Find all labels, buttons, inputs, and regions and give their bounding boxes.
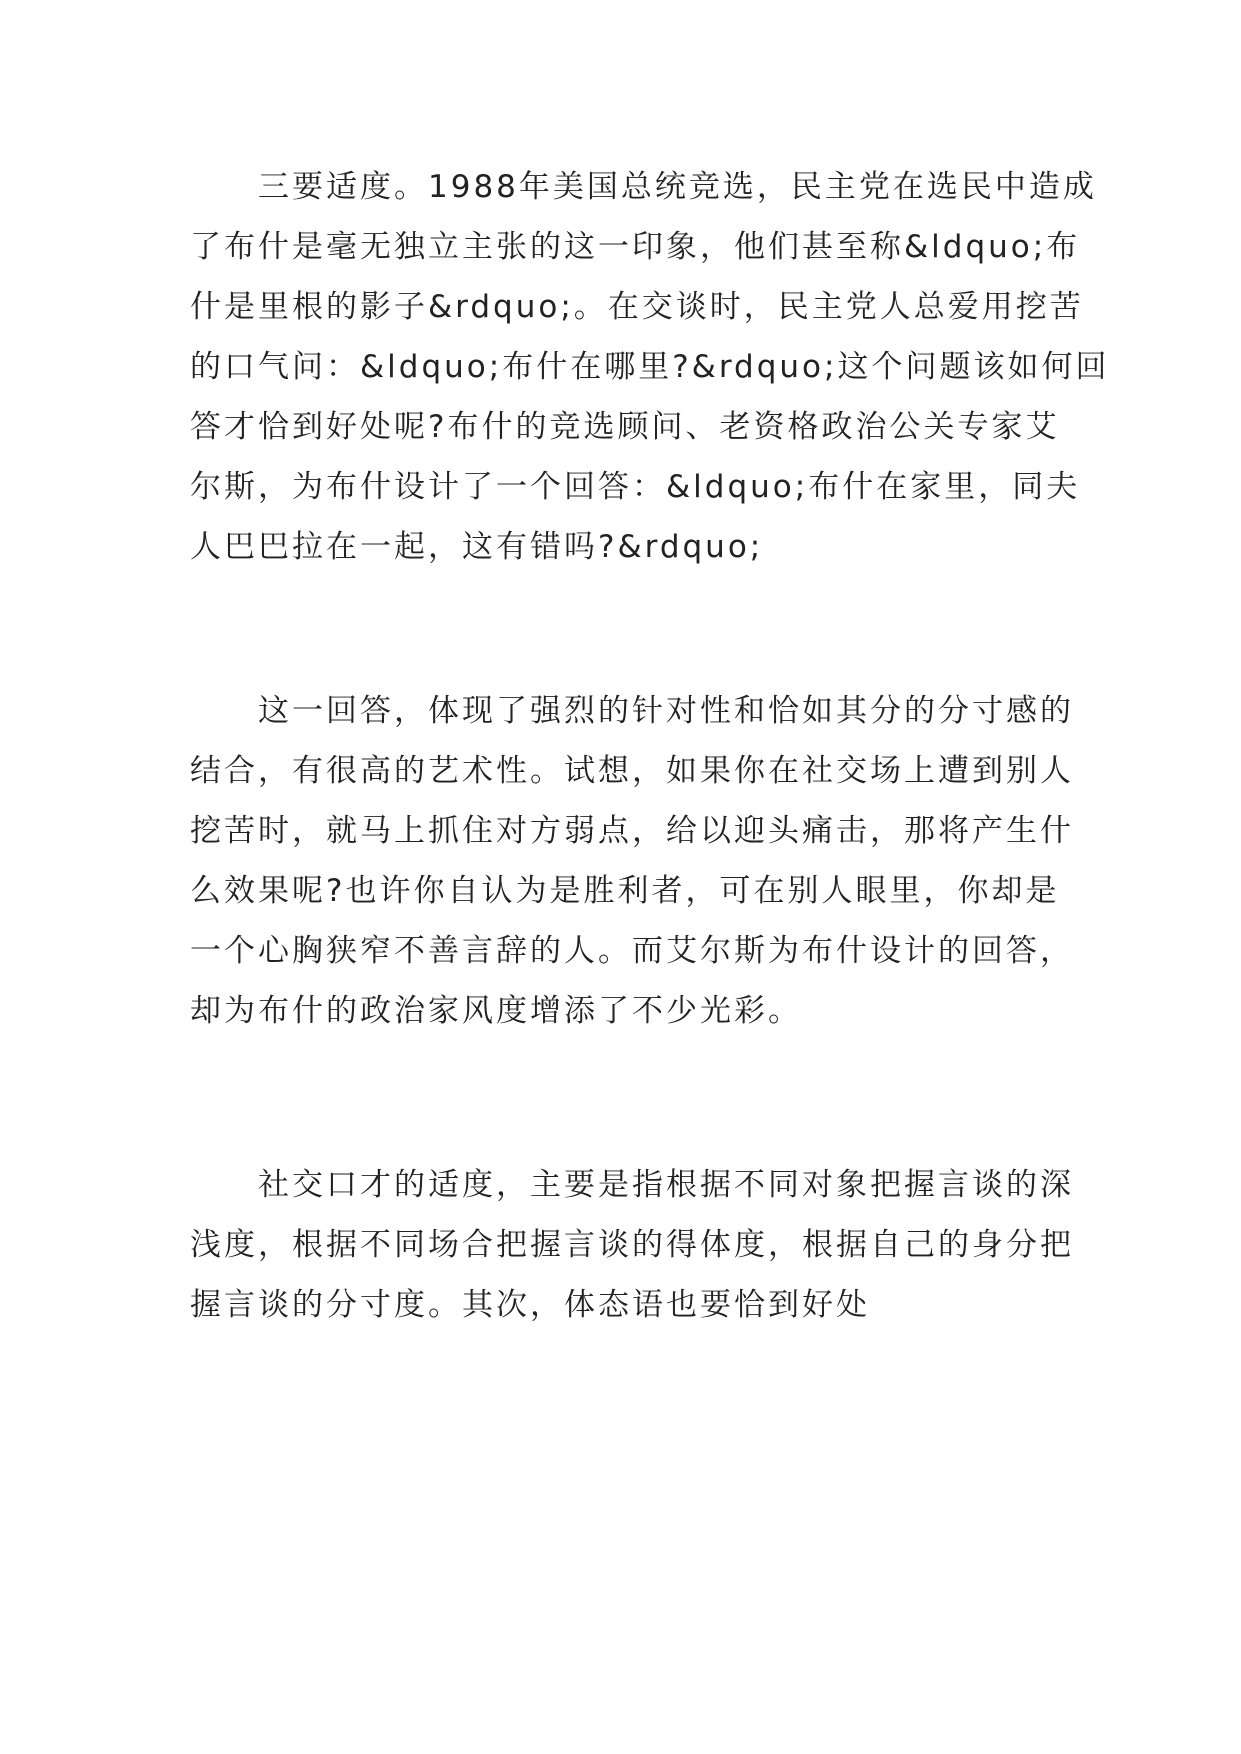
paragraph-line: 这一回答，体现了强烈的针对性和恰如其分的分寸感的	[190, 693, 1074, 729]
paragraph-line: 答才恰到好处呢?布什的竞选顾问、老资格政治公关专家艾	[190, 409, 1060, 445]
paragraph-line: 尔斯，为布什设计了一个回答：&ldquo;布什在家里，同夫	[190, 469, 1081, 505]
paragraph-3	[190, 1155, 1074, 1335]
paragraph-line: 么效果呢?也许你自认为是胜利者，可在别人眼里，你却是	[190, 873, 1060, 909]
paragraph-line: 浅度，根据不同场合把握言谈的得体度，根据自己的身分把	[190, 1227, 1074, 1263]
paragraph-line: 人巴巴拉在一起，这有错吗?&rdquo;	[190, 529, 764, 565]
paragraph-line: 却为布什的政治家风度增添了不少光彩。	[190, 993, 802, 1029]
paragraph-2	[190, 681, 1074, 1041]
paragraph-line: 握言谈的分寸度。其次，体态语也要恰到好处	[190, 1287, 870, 1323]
paragraph-line: 了布什是毫无独立主张的这一印象，他们甚至称&ldquo;布	[190, 229, 1081, 265]
paragraph-line: 一个心胸狭窄不善言辞的人。而艾尔斯为布什设计的回答，	[190, 933, 1074, 969]
paragraph-line: 挖苦时，就马上抓住对方弱点，给以迎头痛击，那将产生什	[190, 813, 1074, 849]
paragraph-line: 的口气问：&ldquo;布什在哪里?&rdquo;这个问题该如何回	[190, 349, 1110, 385]
paragraph-line: 社交口才的适度，主要是指根据不同对象把握言谈的深	[190, 1167, 1074, 1203]
paragraph-line: 什是里根的影子&rdquo;。在交谈时，民主党人总爱用挖苦	[190, 289, 1084, 325]
paragraph-line: 结合，有很高的艺术性。试想，如果你在社交场上遭到别人	[190, 753, 1074, 789]
paragraph-1	[190, 157, 1110, 577]
paragraph-line: 三要适度。1988年美国总统竞选，民主党在选民中造成	[190, 169, 1097, 205]
